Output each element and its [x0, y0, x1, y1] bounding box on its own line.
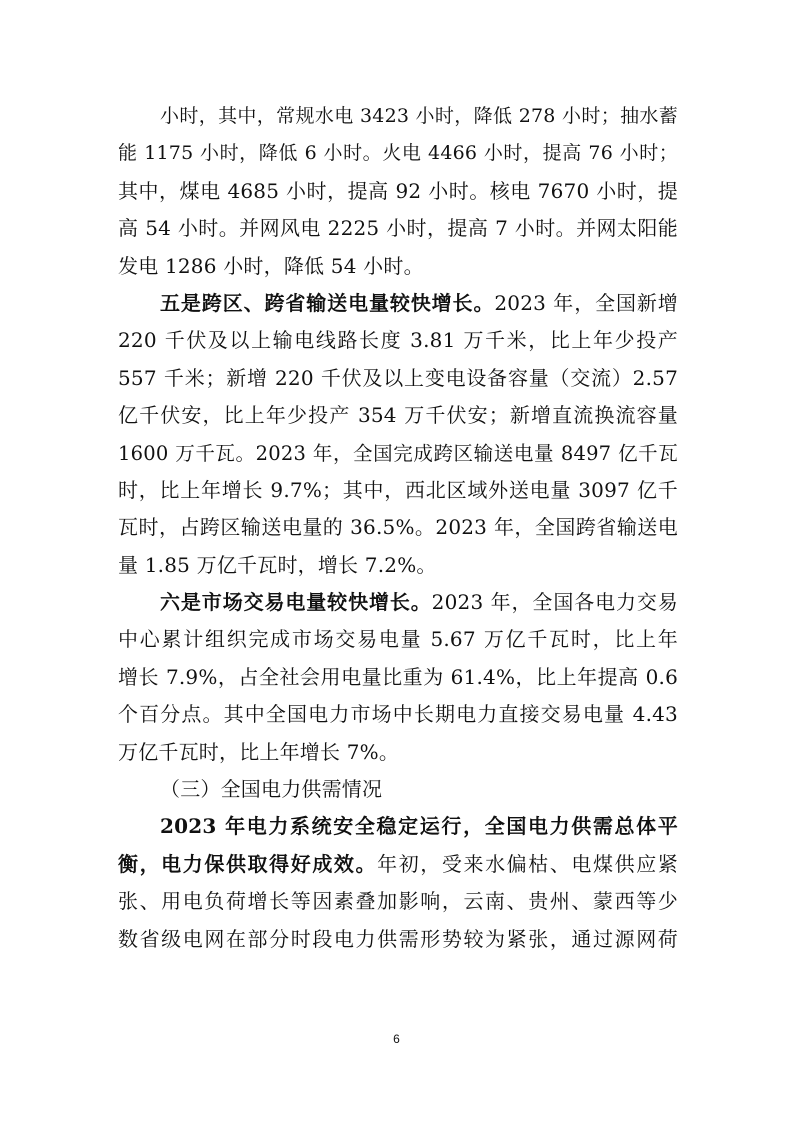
text-run: 个百分点。其中全国电力市场中长期电力直接交易电量 4.43	[118, 702, 678, 727]
text-run: 数省级电网在部分时段电力供需形势较为紧张，通过源网荷	[118, 926, 678, 951]
text-line	[118, 771, 678, 808]
paragraph	[118, 808, 678, 958]
text-line	[118, 921, 678, 958]
text-run: （三）全国电力供需情况	[160, 777, 383, 802]
page-number: 6	[393, 1032, 400, 1046]
text-run: 2023 年，全国新增	[494, 290, 678, 315]
text-line	[118, 173, 678, 210]
text-line	[118, 322, 678, 359]
body-text	[118, 98, 678, 958]
text-run: 瓦时，占跨区输送电量的 36.5%。2023 年，全国跨省输送电	[118, 515, 678, 540]
text-line	[118, 547, 678, 584]
text-run: 2023 年，全国各电力交易	[431, 590, 678, 615]
text-line	[118, 360, 678, 397]
text-line	[118, 397, 678, 434]
text-line	[118, 734, 678, 771]
text-line	[118, 210, 678, 247]
text-line	[118, 135, 678, 172]
text-run: 亿千伏安，比上年少投产 354 万千伏安；新增直流换流容量	[118, 403, 678, 428]
text-line	[118, 435, 678, 472]
bold-text: 五是跨区、跨省输送电量较快增长。	[160, 290, 495, 315]
text-line	[118, 846, 678, 883]
text-line	[118, 659, 678, 696]
text-line	[118, 285, 678, 322]
text-run: 1600 万千瓦。2023 年，全国完成跨区输送电量 8497 亿千瓦	[118, 441, 678, 465]
text-run: 发电 1286 小时，降低 54 小时。	[118, 253, 424, 278]
text-line	[118, 621, 678, 658]
text-run: 高 54 小时。并网风电 2225 小时，提高 7 小时。并网太阳能	[118, 216, 678, 241]
text-run: 年初，受来水偏枯、电煤供应紧	[377, 851, 678, 876]
section-heading	[118, 771, 678, 808]
text-run: 能 1175 小时，降低 6 小时。火电 4466 小时，提高 76 小时；	[118, 142, 678, 165]
paragraph	[118, 98, 678, 285]
text-run: 时，比上年增长 9.7%；其中，西北区域外送电量 3097 亿千	[118, 477, 678, 502]
text-line	[118, 472, 678, 509]
text-run: 557 千米；新增 220 千伏及以上变电设备容量（交流）2.57	[118, 365, 678, 390]
text-run: 张、用电负荷增长等因素叠加影响，云南、贵州、蒙西等少	[118, 889, 678, 914]
text-run: 小时，其中，常规水电 3423 小时，降低 278 小时；抽水蓄	[160, 105, 678, 127]
paragraph	[118, 285, 678, 584]
text-line	[118, 248, 678, 285]
paragraph	[118, 584, 678, 771]
text-line	[118, 509, 678, 546]
text-run: 增长 7.9%，占全社会用电量比重为 61.4%，比上年提高 0.6	[118, 664, 678, 689]
bold-text: 2023 年电力系统安全稳定运行，全国电力供需总体平	[160, 814, 678, 839]
bold-text: 六是市场交易电量较快增长。	[160, 590, 432, 615]
bold-text: 衡，电力保供取得好成效。	[118, 851, 378, 876]
text-run: 220 千伏及以上输电线路长度 3.81 万千米，比上年少投产	[118, 328, 678, 353]
text-line	[118, 808, 678, 845]
text-run: 量 1.85 万亿千瓦时，增长 7.2%。	[118, 552, 437, 577]
text-run: 其中，煤电 4685 小时，提高 92 小时。核电 7670 小时，提	[118, 178, 678, 203]
text-line	[118, 584, 678, 621]
text-line	[118, 98, 678, 135]
text-line	[118, 696, 678, 733]
text-line	[118, 883, 678, 920]
text-run: 万亿千瓦时，比上年增长 7%。	[118, 739, 400, 764]
text-run: 中心累计组织完成市场交易电量 5.67 万亿千瓦时，比上年	[118, 627, 678, 652]
